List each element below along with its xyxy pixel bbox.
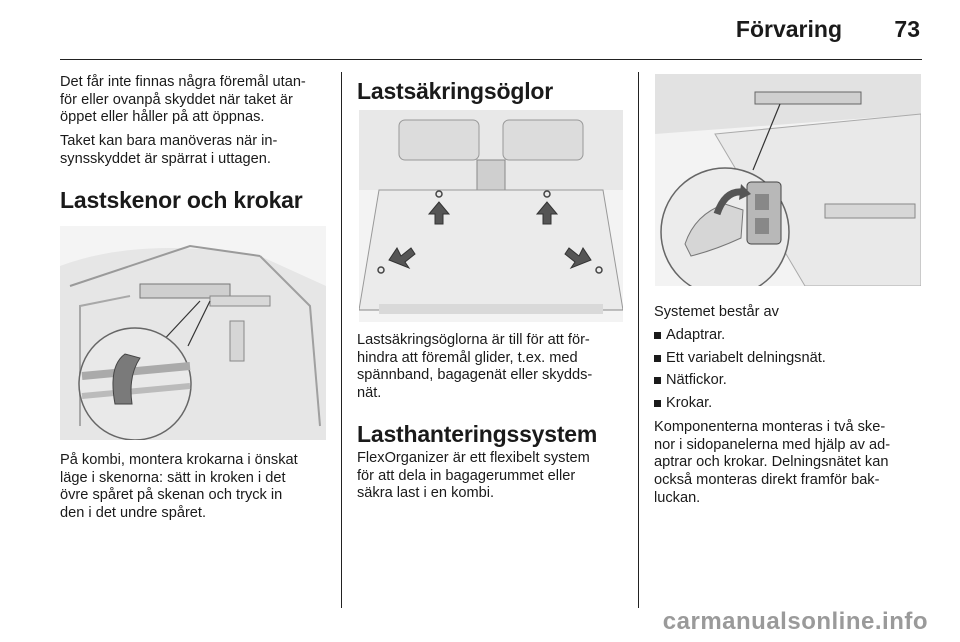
heading-lashing-eyes: Lastsäkringsöglor <box>357 78 553 104</box>
system-intro-text: Systemet består av <box>654 304 779 320</box>
column-3 <box>654 304 922 507</box>
heading-cargo-management: Lasthanteringssystem <box>357 420 598 447</box>
component-list <box>654 324 922 415</box>
column-1 <box>60 74 328 214</box>
mounting-text: Komponenterna monteras i två ske- nor i sidopanelerna med hjälp av ad- aptrar och krokar. Delningsnätet kan också monteras direkt framför bak- luckan. <box>654 418 891 506</box>
flexorganizer-text: FlexOrganizer är ett flexibelt system för att dela in bagagerummet eller säkra last i en kombi. <box>357 449 590 502</box>
cargo-floor-drawing <box>359 110 623 322</box>
column-divider-1 <box>341 72 342 608</box>
section-title: Förvaring <box>735 16 842 42</box>
roof-warning-text: Det får inte finnas några föremål utan- för eller ovanpå skyddet när taket är öppet eller håller på att öppnas. <box>60 74 306 126</box>
list-item: Adaptrar. <box>654 324 922 347</box>
lashing-eyes-text: Lastsäkringsöglorna är till för att för- hindra att föremål glider, t.ex. med spännband, bagagenät eller skydds- nät. <box>357 332 593 402</box>
watermark: carmanualsonline.info <box>662 608 928 635</box>
roof-operation-text: Taket kan bara manöveras när in- synsskyddet är spärrat i uttagen. <box>60 133 278 167</box>
list-item: Krokar. <box>654 392 922 415</box>
heading-rails-hooks: Lastskenor och krokar <box>60 186 303 213</box>
square-bullet-icon <box>654 377 661 384</box>
adapter-drawing <box>655 74 921 286</box>
list-item: Nätfickor. <box>654 369 922 392</box>
list-item: Ett variabelt delningsnät. <box>654 347 922 370</box>
square-bullet-icon <box>654 332 661 339</box>
column-1-lower <box>60 452 328 523</box>
square-bullet-icon <box>654 355 661 362</box>
lashing-eyes-illustration <box>359 110 623 322</box>
rail-hook-illustration <box>60 226 326 440</box>
page-number: 73 <box>894 16 920 42</box>
header-rule <box>60 59 922 60</box>
column-2-lower <box>357 332 629 503</box>
page-header <box>0 0 960 62</box>
square-bullet-icon <box>654 400 661 407</box>
hook-mount-text: På kombi, montera krokarna i önskat läge i skenorna: sätt in kroken i det övre spåret på skenan och tryck in den i det undre spåret. <box>60 452 298 522</box>
rail-hook-drawing <box>60 226 326 440</box>
column-2 <box>357 74 629 105</box>
flexorganizer-illustration <box>655 74 921 286</box>
column-divider-2 <box>638 72 639 608</box>
